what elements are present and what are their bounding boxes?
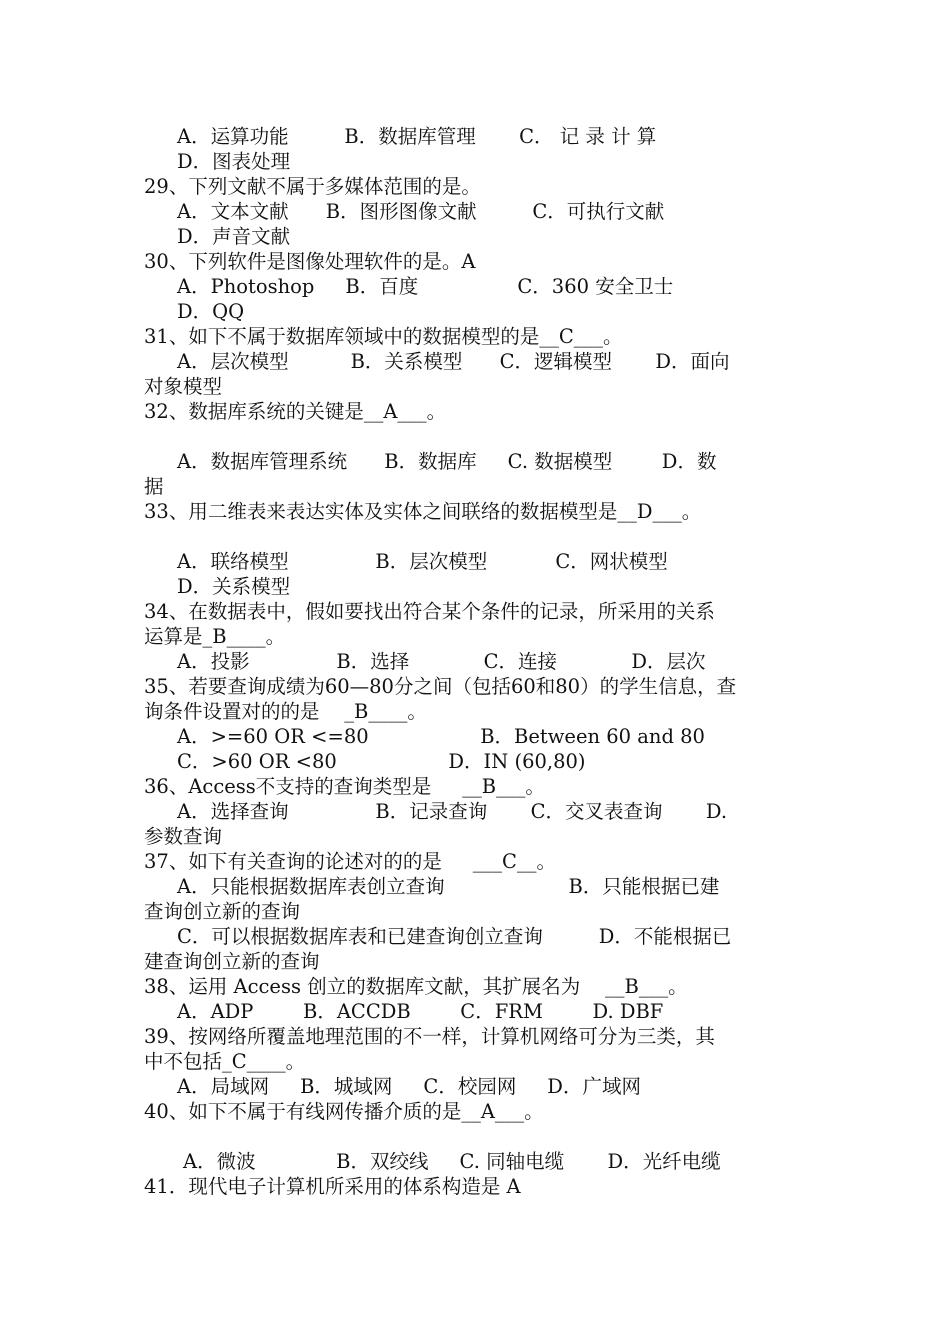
q34-question: 34、在数据表中，假如要找出符合某个条件的记录，所采用的关系 [144, 600, 715, 623]
q29-question: 29、下列文献不属于多媒体范围的是。 [144, 175, 481, 198]
q39-question-wrap: 中不包括_C____。 [144, 1050, 306, 1073]
q36-options-line: A．选择查询 B．记录查询 C．交叉表查询 D. [177, 800, 728, 823]
q35-options-line-1: A．>=60 OR <=80 B．Between 60 and 80 [177, 725, 705, 748]
q37-options-line-1: A．只能根据数据库表创立查询 B．只能根据已建 [177, 875, 720, 898]
q37-options-wrap-1: 查询创立新的查询 [144, 900, 301, 923]
q32-question: 32、数据库系统的关键是__A___。 [144, 400, 447, 423]
q41-question: 41．现代电子计算机所采用的体系构造是 A [144, 1175, 521, 1198]
q28-option-d: D．图表处理 [177, 150, 291, 173]
q32-options-wrap: 据 [144, 475, 164, 498]
q36-options-wrap: 参数查询 [144, 825, 223, 848]
q38-options-line: A．ADP B．ACCDB C．FRM D. DBF [177, 1000, 664, 1023]
q37-options-wrap-2: 建查询创立新的查询 [144, 950, 320, 973]
q29-option-d: D．声音文献 [177, 225, 291, 248]
q33-options-line: A．联络模型 B．层次模型 C．网状模型 [177, 550, 668, 573]
q31-question: 31、如下不属于数据库领域中的数据模型的是__C___。 [144, 325, 623, 348]
q28-options-line: A．运算功能 B．数据库管理 C． 记 录 计 算 [177, 125, 657, 148]
q35-question: 35、若要查询成绩为60—80分之间（包括60和80）的学生信息，查 [144, 675, 737, 698]
q39-question: 39、按网络所覆盖地理范围的不一样，计算机网络可分为三类，其 [144, 1025, 715, 1048]
q37-question: 37、如下有关查询的论述对的的是 ___C__。 [144, 850, 556, 873]
q40-options-line: A．微波 B．双绞线 C. 同轴电缆 D．光纤电缆 [183, 1150, 721, 1173]
q30-question: 30、下列软件是图像处理软件的是。A [144, 250, 476, 273]
q34-options-line: A．投影 B．选择 C．连接 D．层次 [177, 650, 706, 673]
q39-options-line: A．局域网 B．城域网 C．校园网 D．广域网 [177, 1075, 641, 1098]
q30-option-d: D．QQ [177, 300, 245, 323]
q40-question: 40、如下不属于有线网传播介质的是__A___。 [144, 1100, 544, 1123]
q31-options-wrap: 对象模型 [144, 375, 223, 398]
q37-options-line-2: C．可以根据数据库表和已建查询创立查询 D．不能根据已 [177, 925, 732, 948]
q31-options-line: A．层次模型 B．关系模型 C．逻辑模型 D．面向 [177, 350, 730, 373]
q33-question: 33、用二维表来表达实体及实体之间联络的数据模型是__D___。 [144, 500, 702, 523]
q32-options-line: A．数据库管理系统 B．数据库 C. 数据模型 D．数 [177, 450, 717, 473]
q36-question: 36、Access不支持的查询类型是 __B___。 [144, 775, 545, 798]
q33-option-d: D．关系模型 [177, 575, 291, 598]
q30-options-line: A．Photoshop B．百度 C．360 安全卫士 [177, 275, 674, 298]
q34-question-wrap: 运算是_B____。 [144, 625, 286, 648]
q35-options-line-2: C．>60 OR <80 D．IN (60,80) [177, 750, 586, 773]
q35-question-wrap: 询条件设置对的的是 _B____。 [144, 700, 427, 723]
q29-options-line: A．文本文献 B．图形图像文献 C．可执行文献 [177, 200, 665, 223]
q38-question: 38、运用 Access 创立的数据库文献，其扩展名为 __B___。 [144, 975, 688, 998]
